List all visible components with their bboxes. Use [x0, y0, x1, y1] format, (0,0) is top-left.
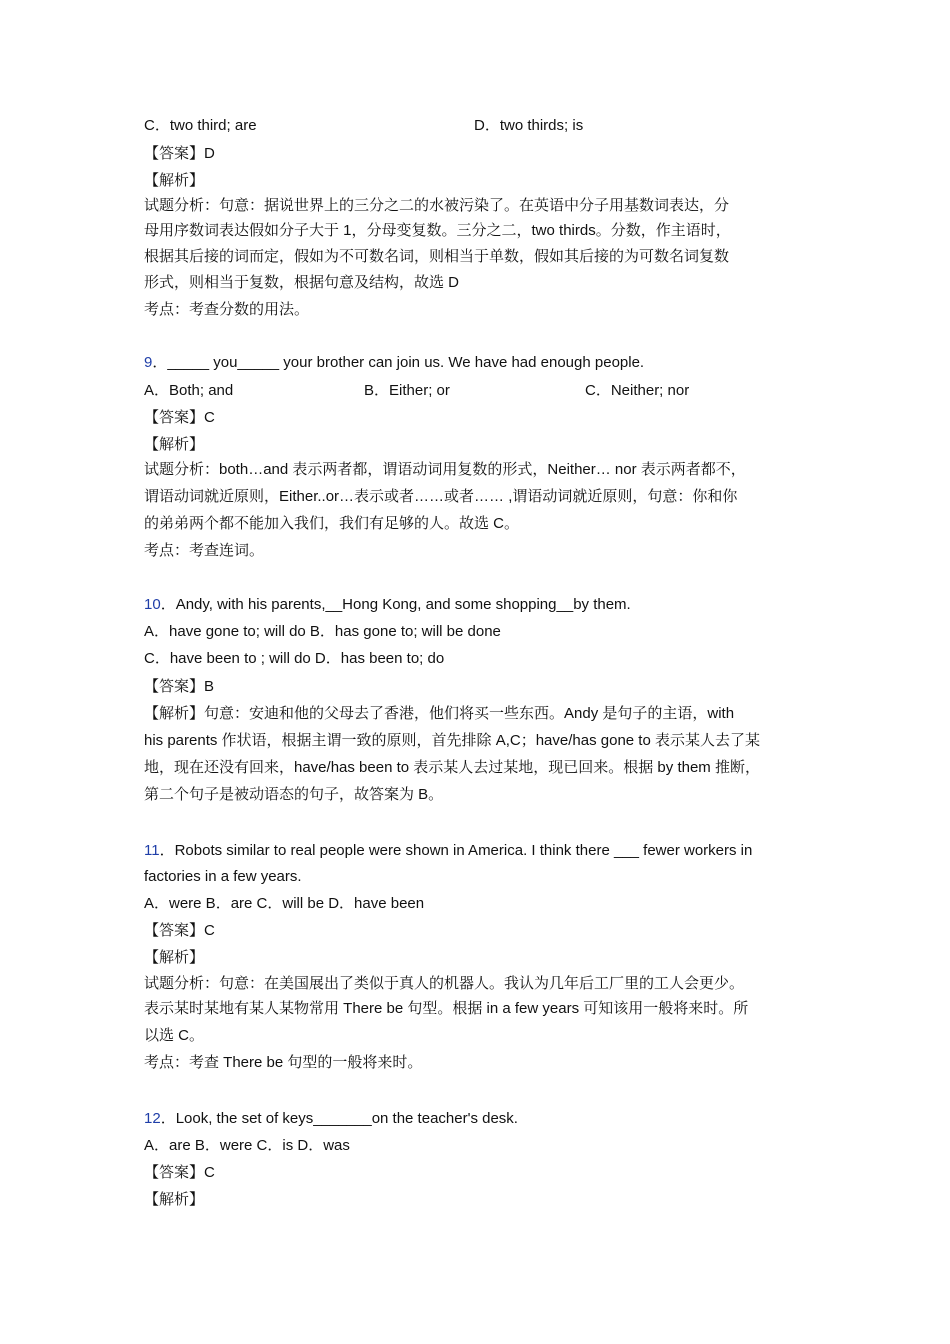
q11-analysis-line: 表示某时某地有某人某物常用 There be 句型。根据 in a few years 可知该用一般将来时。所	[144, 1000, 749, 1017]
q11-stem-continued: factories in a few years.	[144, 868, 302, 885]
q10-analysis-line: 地，现在还没有回来，have/has been to 表示某人去过某地，现已回来。根据 by them 推断，	[144, 759, 760, 776]
q12-number: 12	[144, 1110, 161, 1127]
q8-option-c: C．two third; are	[144, 117, 257, 134]
q12-stem-part: ．Look, the set of keys	[160, 1110, 314, 1127]
q11-point: 考点：考查 There be 句型的一般将来时。	[144, 1054, 423, 1071]
q11-stem	[144, 841, 752, 861]
q11-number: 11	[144, 842, 160, 859]
q10-stem	[144, 595, 631, 615]
q9-option-a: A．Both; and	[144, 382, 234, 399]
q11-answer: 【答案】C	[144, 922, 215, 939]
q11-analysis-line: 以选 C。	[144, 1027, 205, 1044]
q9-analysis-line: 谓语动词就近原则，Either..or…表示或者……或者…… ,谓语动词就近原则，句意：你和你	[144, 488, 738, 505]
q10-analysis-line: his parents 作状语，根据主谓一致的原则，首先排除 A,C；have/has gone to 表示某人去了某	[144, 732, 760, 749]
q10-options-row: A．have gone to; will do B．has gone to; will be done	[144, 623, 501, 640]
q8-option-d: D．two thirds; is	[474, 117, 584, 134]
q12-answer: 【答案】C	[144, 1164, 215, 1181]
q9-point: 考点：考查连词。	[144, 542, 265, 559]
q11-analysis-line: 试题分析：句意：在美国展出了类似于真人的机器人。我认为几年后工厂里的工人会更少。	[144, 975, 745, 992]
q11-options-row: A．were B．are C．will be D．have been	[144, 895, 425, 912]
q9-option-b: B．Either; or	[364, 382, 450, 399]
q9-analysis-line: 的弟弟两个都不能加入我们，我们有足够的人。故选 C。	[144, 515, 520, 532]
q9-stem-text: ．_____ you_____ your brother can join us. We have had enough people.	[152, 354, 645, 371]
q11-analysis-label: 【解析】	[144, 949, 205, 966]
q10-stem-part: Hong Kong, and some shopping	[342, 596, 557, 613]
q10-stem-part: by them.	[573, 596, 631, 613]
q12-stem-part: on the teacher's desk.	[371, 1110, 518, 1127]
q8-analysis-line: 根据其后接的词而定，假如为不可数名词，则相当于单数，假如其后接的为可数名词复数	[144, 248, 730, 265]
q12-stem	[144, 1109, 518, 1129]
q11-stem-text: ．Robots similar to real people were shown in America. I think there ___ fewer workers in	[159, 842, 753, 859]
q8-point: 考点：考查分数的用法。	[144, 301, 310, 318]
q9-analysis-line: 试题分析：both…and 表示两者都，谓语动词用复数的形式，Neither… nor 表示两者都不，	[144, 461, 746, 478]
q10-analysis-line: 第二个句子是被动语态的句子，故答案为 B。	[144, 786, 444, 803]
q10-number: 10	[144, 596, 161, 613]
q10-stem-part: ．Andy, with his parents,	[160, 596, 326, 613]
q10-answer: 【答案】B	[144, 678, 215, 695]
q9-number: 9	[144, 354, 153, 371]
q8-analysis-line: 母用序数词表达假如分子大于 1，分母变复数。三分之二，two thirds。分数，作主语时，	[144, 222, 731, 239]
q12-analysis-label: 【解析】	[144, 1191, 205, 1208]
q12-options-row: A．are B．were C．is D．was	[144, 1137, 350, 1154]
q8-analysis-line: 形式，则相当于复数，根据句意及结构，故选 D	[144, 274, 460, 291]
q8-answer: 【答案】D	[144, 145, 215, 162]
q10-options-row: C．have been to ; will do D．has been to; do	[144, 650, 445, 667]
q12-blank: _______	[313, 1110, 372, 1127]
q8-analysis-label: 【解析】	[144, 172, 205, 189]
q10-blank: __	[556, 596, 574, 613]
q9-analysis-label: 【解析】	[144, 436, 205, 453]
q10-blank: __	[325, 596, 343, 613]
q10-analysis-line: 【解析】句意：安迪和他的父母去了香港，他们将买一些东西。Andy 是句子的主语，with	[144, 705, 735, 722]
q9-stem	[144, 353, 644, 373]
q9-option-c: C．Neither; nor	[585, 382, 690, 399]
q9-answer: 【答案】C	[144, 409, 215, 426]
q8-analysis-line: 试题分析：句意：据说世界上的三分之二的水被污染了。在英语中分子用基数词表达，分	[144, 197, 730, 214]
